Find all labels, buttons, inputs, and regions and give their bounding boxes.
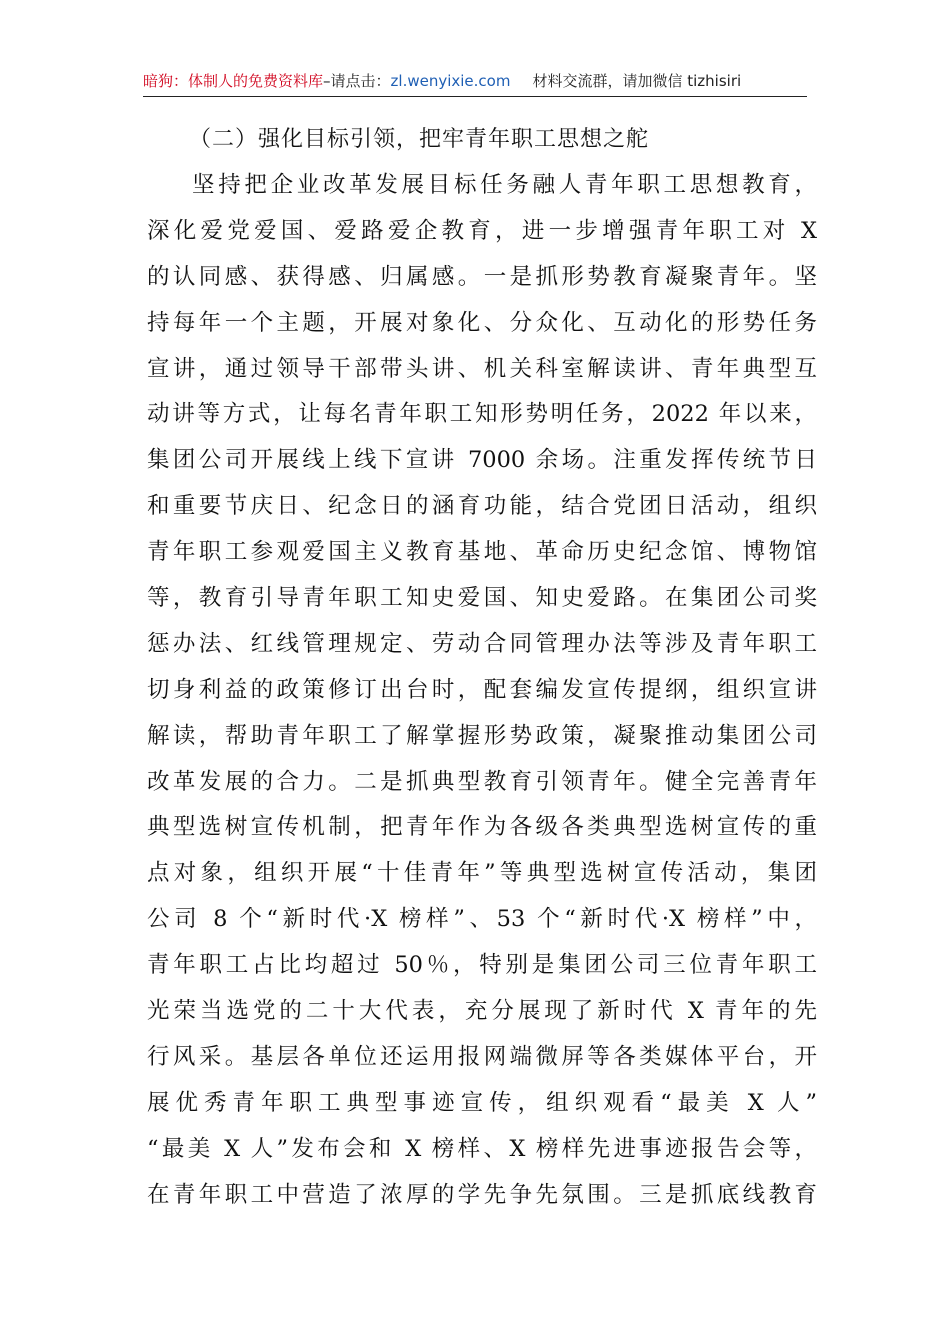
page-header bbox=[143, 66, 807, 97]
paragraph-line: 集团公司开展线上线下宣讲 7000 余场。注重发挥传统节日 bbox=[147, 447, 817, 474]
paragraph-line: 青年职工参观爱国主义教育基地、革命历史纪念馆、博物馆 bbox=[147, 539, 817, 566]
paragraph-line: 坚持把企业改革发展目标任务融人青年职工思想教育， bbox=[192, 172, 817, 198]
paragraph-line: 行风采。基层各单位还运用报网端微屏等各类媒体平台，开 bbox=[147, 1043, 817, 1070]
paragraph-line: 和重要节庆日、纪念日的涵育功能，结合党团日活动，组织 bbox=[147, 493, 817, 520]
paragraph-line: 在青年职工中营造了浓厚的学先争先氛围。三是抓底线教育 bbox=[147, 1181, 817, 1208]
paragraph-line: 展优秀青年职工典型事迹宣传，组织观看“最美 X 人” bbox=[147, 1089, 817, 1116]
paragraph-line: 切身利益的政策修订出台时，配套编发宣传提纲，组织宣讲 bbox=[147, 676, 817, 703]
paragraph-line: 点对象，组织开展“十佳青年”等典型选树宣传活动，集团 bbox=[147, 860, 817, 887]
paragraph-line: 解读，帮助青年职工了解掌握形势政策，凝聚推动集团公司 bbox=[147, 722, 817, 749]
paragraph-line: 动讲等方式，让每名青年职工知形势明任务，2022 年以来， bbox=[147, 401, 817, 428]
header-site-name: 暗狗：体制人的免费资料库 bbox=[143, 72, 324, 90]
paragraph-line: 青年职工占比均超过 50％，特别是集团公司三位青年职工 bbox=[147, 952, 817, 979]
paragraph-line: 典型选树宣传机制，把青年作为各级各类典型选树宣传的重 bbox=[147, 814, 817, 841]
paragraph-line: 公司 8 个“新时代·X 榜样”、53 个“新时代·X 榜样”中， bbox=[147, 906, 817, 933]
body-paragraph bbox=[147, 163, 817, 1218]
paragraph-line: 的认同感、获得感、归属感。一是抓形势教育凝聚青年。坚 bbox=[147, 263, 817, 290]
header-url-link[interactable]: zl.wenyixie.com bbox=[390, 72, 511, 90]
paragraph-line: 等，教育引导青年职工知史爱国、知史爱路。在集团公司奖 bbox=[147, 585, 817, 612]
section-heading: （二）强化目标引领，把牢青年职工思想之舵 bbox=[189, 127, 650, 152]
paragraph-line: 持每年一个主题，开展对象化、分众化、互动化的形势任务 bbox=[147, 309, 817, 336]
paragraph-line: 宣讲，通过领导干部带头讲、机关科室解读讲、青年典型互 bbox=[147, 355, 817, 382]
header-click-prompt: –请点击： bbox=[323, 72, 391, 90]
header-group-note: 材料交流群，请加微信 tizhisiri bbox=[532, 72, 742, 90]
paragraph-line: “最美 X 人”发布会和 X 榜样、X 榜样先进事迹报告会等， bbox=[147, 1135, 817, 1162]
paragraph-line: 改革发展的合力。二是抓典型教育引领青年。健全完善青年 bbox=[147, 768, 817, 795]
paragraph-line: 惩办法、红线管理规定、劳动合同管理办法等涉及青年职工 bbox=[147, 630, 817, 657]
paragraph-line: 深化爱党爱国、爱路爱企教育，进一步增强青年职工对 X bbox=[147, 217, 817, 244]
paragraph-line: 光荣当选党的二十大代表，充分展现了新时代 X 青年的先 bbox=[147, 998, 817, 1025]
